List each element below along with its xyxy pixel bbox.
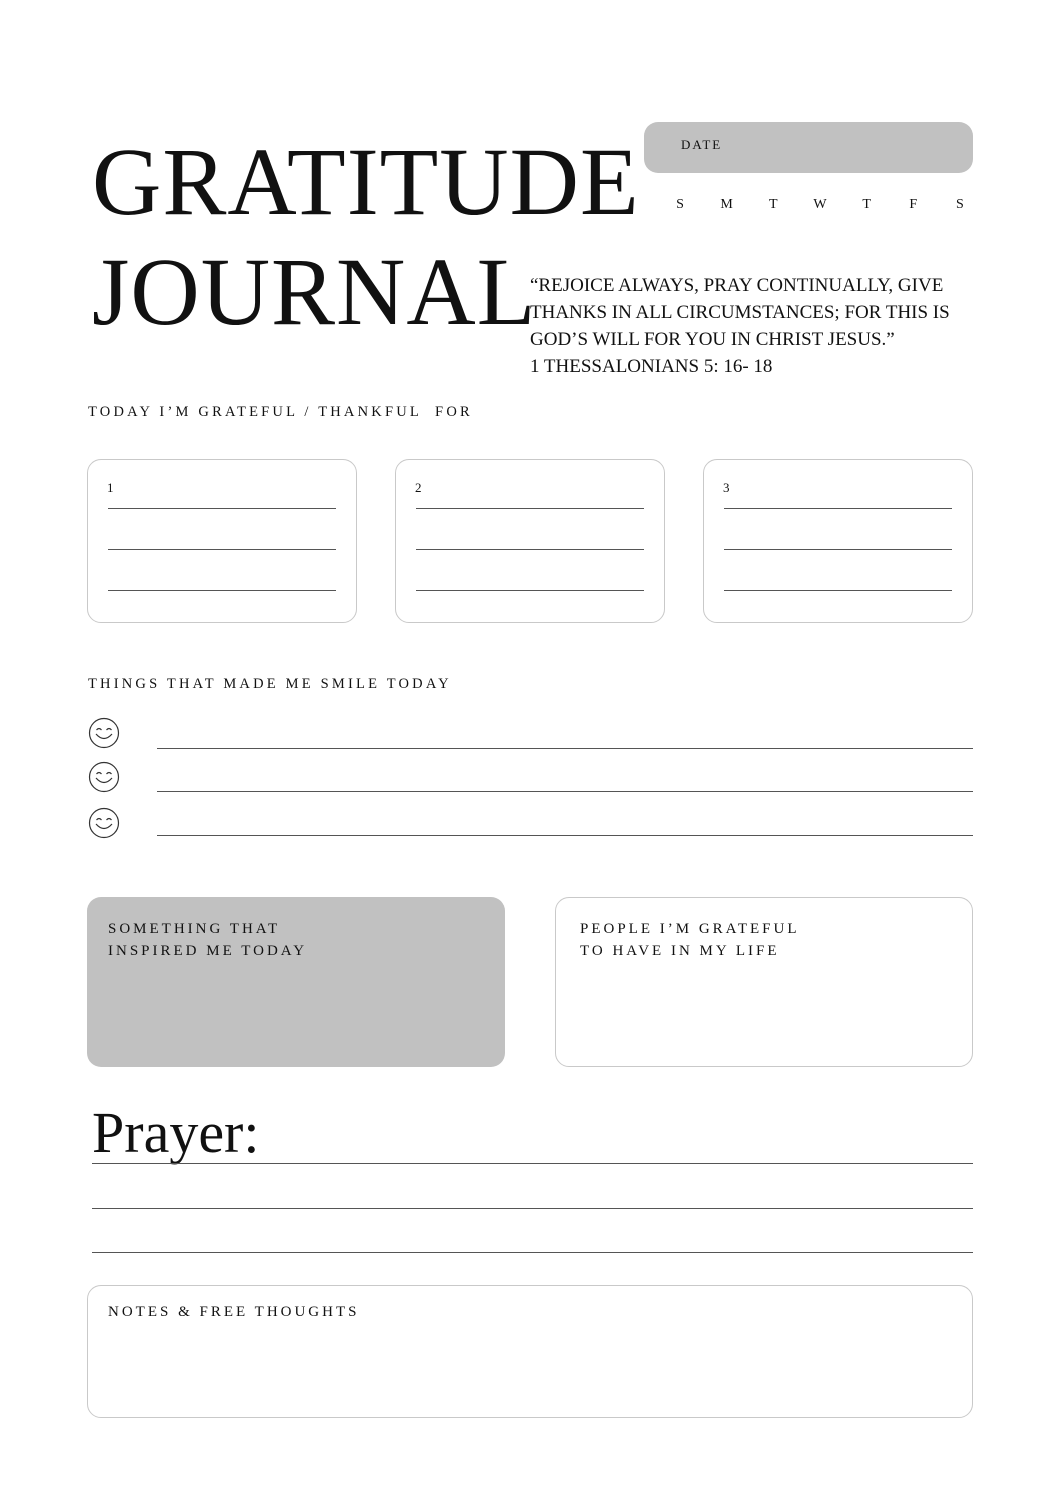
prayer-title: Prayer: — [92, 1100, 260, 1165]
writing-line[interactable] — [416, 508, 644, 509]
smiley-face-icon — [88, 761, 120, 793]
grateful-card-2 — [395, 459, 665, 623]
day-tuesday[interactable]: T — [769, 197, 778, 212]
card-number: 3 — [723, 480, 730, 495]
smile-heading: THINGS THAT MADE ME SMILE TODAY — [88, 676, 452, 692]
bible-verse — [530, 272, 990, 380]
title-gratitude: GRATITUDE — [92, 128, 640, 235]
writing-line[interactable] — [416, 549, 644, 550]
day-saturday[interactable]: S — [956, 197, 964, 212]
writing-line[interactable] — [724, 549, 952, 550]
smile-writing-line[interactable] — [157, 835, 973, 836]
inspired-box[interactable] — [87, 897, 505, 1067]
day-monday[interactable]: M — [720, 197, 733, 212]
notes-box[interactable] — [87, 1285, 973, 1418]
day-sunday[interactable]: S — [676, 197, 684, 212]
day-wednesday[interactable]: W — [813, 197, 827, 212]
writing-line[interactable] — [416, 590, 644, 591]
verse-reference: 1 THESSALONIANS 5: 16- 18 — [530, 356, 773, 377]
prayer-writing-line[interactable] — [92, 1252, 973, 1253]
title-journal: JOURNAL — [92, 238, 537, 345]
card-number: 1 — [107, 480, 114, 495]
smile-writing-line[interactable] — [157, 748, 973, 749]
grateful-card-1 — [87, 459, 357, 623]
people-label: PEOPLE I’M GRATEFUL TO HAVE IN MY LIFE — [580, 921, 800, 959]
prayer-writing-line[interactable] — [92, 1208, 973, 1209]
writing-line[interactable] — [108, 549, 336, 550]
weekday-selector — [670, 197, 970, 213]
people-box[interactable] — [555, 897, 973, 1067]
notes-label: NOTES & FREE THOUGHTS — [108, 1304, 360, 1320]
writing-line[interactable] — [108, 508, 336, 509]
date-label: DATE — [681, 137, 723, 152]
grateful-heading: TODAY I’M GRATEFUL / THANKFUL FOR — [88, 404, 473, 420]
inspired-label: SOMETHING THAT INSPIRED ME TODAY — [108, 921, 308, 959]
day-thursday[interactable]: T — [862, 197, 871, 212]
day-friday[interactable]: F — [909, 197, 918, 212]
verse-line: “REJOICE ALWAYS, PRAY CONTINUALLY, GIVE — [530, 275, 944, 296]
writing-line[interactable] — [724, 508, 952, 509]
writing-line[interactable] — [108, 590, 336, 591]
prayer-writing-line[interactable] — [92, 1163, 973, 1164]
writing-line[interactable] — [724, 590, 952, 591]
card-number: 2 — [415, 480, 422, 495]
smiley-face-icon — [88, 717, 120, 749]
verse-line: THANKS IN ALL CIRCUMSTANCES; FOR THIS IS — [530, 302, 950, 323]
smiley-face-icon — [88, 807, 120, 839]
smile-writing-line[interactable] — [157, 791, 973, 792]
grateful-card-3 — [703, 459, 973, 623]
verse-line: GOD’S WILL FOR YOU IN CHRIST JESUS.” — [530, 329, 895, 350]
